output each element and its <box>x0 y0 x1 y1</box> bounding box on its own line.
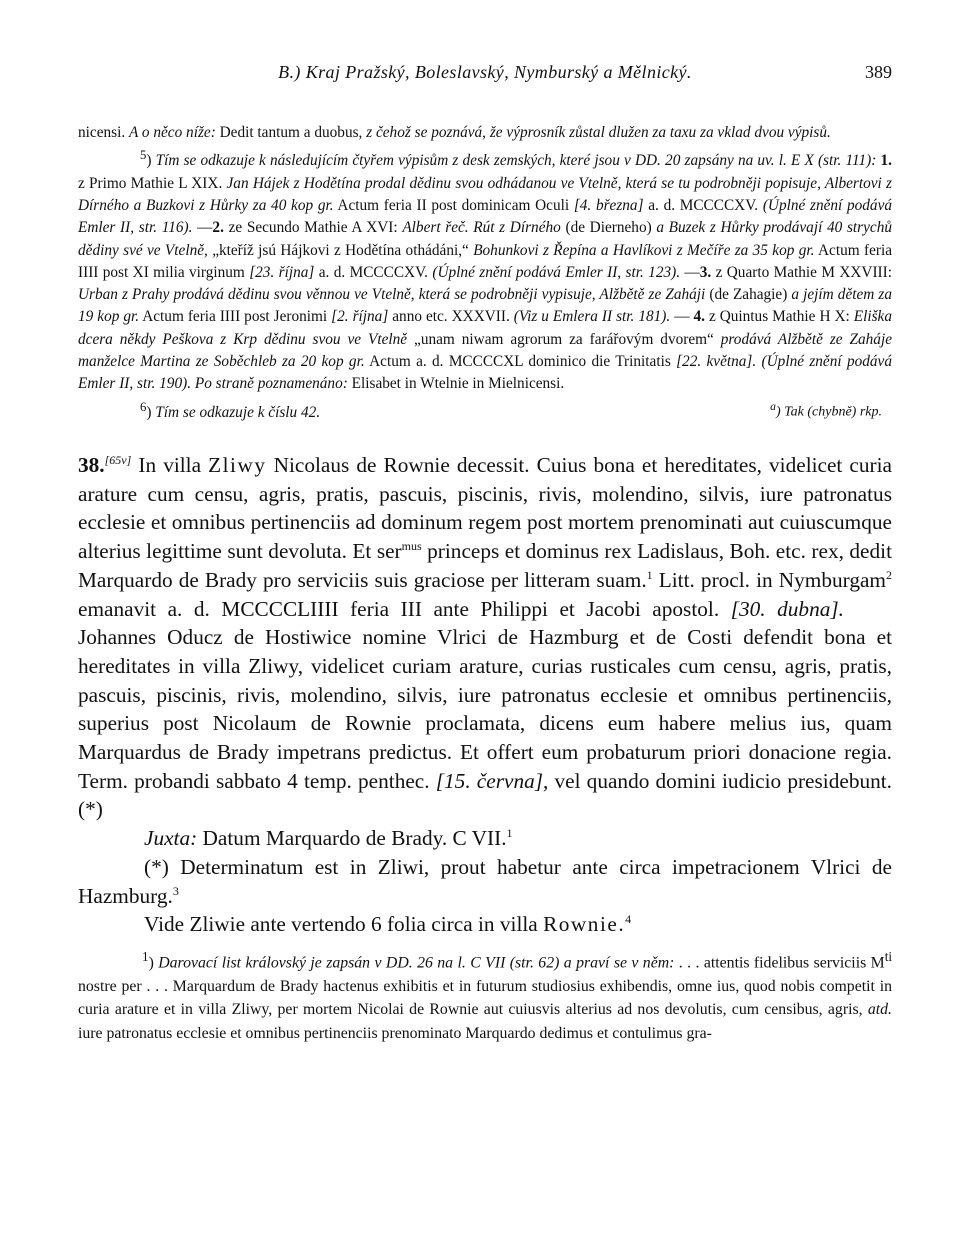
note-4-continuation: nicensi. A o něco níže: Dedit tantum a duobus, z čehož se poznává, že výprosník zůstal dlužen za taxu za vklad dvou výpisů. <box>78 124 831 141</box>
vide-line: Vide Zliwie ante vertendo 6 folia circa in villa Rownie.$^4$ <box>144 912 632 937</box>
note-marker: 5 <box>140 148 147 163</box>
upper-notes <box>78 122 892 424</box>
note-a: $^a$) Tak (chybně) rkp. <box>770 399 882 420</box>
footnote-1: $^1$) Darovací list královský je zapsán v DD. 26 na l. C VII (str. 62) a praví se v něm: . . . attentis fidelibus serviciis $M^{ti}$ nostre per . . . Marquardum de Brady hactenus exhibitis et in futurum studiosius exhibendis, omne ius, quod nobis competit in curia arature et in villa Zliwy, per mortem Nicolai de Rownie aut cuiusvis alterius ad nos devolutis, cum censibus, agris, atd. iure patronatus ecclesie et omnibus pertinenciis prenominato Marquardo dedimus et contulimus gra- <box>78 949 892 1043</box>
note-6: $^6$) Tím se odkazuje k číslu 42. $^a$) Tak (chybně) rkp. <box>78 396 892 424</box>
entry-38: 38.[65v] In villa Zliwy Nicolaus de Rownie decessit. Cuius bona et hereditates, videlicet curia arature cum censu, agris, pratis, pascuis, piscinis, rivis, molendino, silvis, iure patronatus ecclesie et omnibus pertinenciis ad dominum regem post mortem prenominati aut cuiuscumque alterius legittime sunt devoluta. Et ser$^{mus}$ princeps et dominus rex Ladislaus, Boh. etc. rex, dedit Marquardo de Brady pro serviciis suis graciose per litteram suam.$^1$ Litt. procl. in Nymburgam$^2$ emanavit a. d. MCCCCLIIII feria III ante Philippi et Jacobi apostol. [30. dubna].Johannes Oducz de Hostiwice nomine Vlrici de Hazmburg et de Costi defendit bona et hereditates in villa Zliwy, videlicet curiam arature, curias rusticales cum censu, agris, pratis, pascuis, piscinis, rivis, molendino, silvis, iure patronatus ecclesie et omnibus pertinenciis, superius post Nicolaum de Rownie proclamata, dicens eum habere melius ius, quam Marquardus de Brady impetrans predictus. Et offert eum probaturum priori donacione regia. Term. probandi sabbato 4 temp. penthec. [15. června], vel quando domini iudicio presidebunt.(*) <box>78 452 893 822</box>
juxta-line: Juxta: Datum Marquardo de Brady. C VII.$^1$ <box>144 826 513 851</box>
running-header <box>78 62 892 92</box>
page <box>78 62 892 1046</box>
main-text <box>78 451 892 939</box>
page-number: 389 <box>865 62 892 82</box>
running-title: B.) Kraj Pražský, Boleslavský, Nymburský a Mělnický. <box>278 62 692 82</box>
footnotes <box>78 945 892 1046</box>
determinatum-line: (*) Determinatum est in Zliwi, prout habetur ante circa impetracionem Vlrici de Hazmburg.$^3$ <box>78 854 892 908</box>
folio-ref: [65v] <box>104 452 132 467</box>
note-5: $^5$) Tím se odkazuje k následujícím čtyřem výpisům z desk zemských, které jsou v DD. 20 zapsány na uv. l. E X (str. 111): 1. z Primo Mathie L XIX. Jan Hájek z Hodětína prodal dědinu svou odhádanou ve Vtelně, která se tu podrobněji popisuje, Albertovi z Dírného a Buzkovi z Hůrky za 40 kop gr. Actum feria II post dominicam Oculi [4. března] a. d. MCCCCXV. (Úplné znění podává Emler II, str. 116). —2. ze Secundo Mathie A XVI: Albert řeč. Rút z Dírného (de Dierneho) a Buzek z Hůrky prodávají 40 strychů dědiny své ve Vtelně, „kteříž jsú Hájkovi z Hodětína othádáni,“ Bohunkovi z Řepína a Havlíkovi z Mečíře za 35 kop gr. Actum feria IIII post XI milia virginum [23. října] a. d. MCCCCXV. (Úplné znění podává Emler II, str. 123). —3. z Quarto Mathie M XXVIII: Urban z Prahy prodává dědinu svou věnnou ve Vtelně, která se podrobněji vypisuje, Alžbětě ze Zaháji (de Zahagie) a jejím dětem za 19 kop gr. Actum feria IIII post Jeronimi [2. října] anno etc. XXXVII. (Viz u Emlera II str. 181). — 4. z Quintus Mathie H X: Eliška dcera někdy Peškova z Krp dědinu svou ve Vtelně „unam niwam agrorum za farářovým dvorem“ prodává Alžbětě ze Zaháje manželce Martina ze Soběchleb za 20 kop gr. Actum a. d. MCCCCXL dominico die Trinitatis [22. května]. (Úplné znění podává Emler II, str. 190). Po straně poznamenáno: Elisabet in Wtelnie in Mielnicensi. <box>78 148 893 393</box>
entry-number: 38. <box>78 453 105 478</box>
note-marker: 6 <box>140 399 147 414</box>
